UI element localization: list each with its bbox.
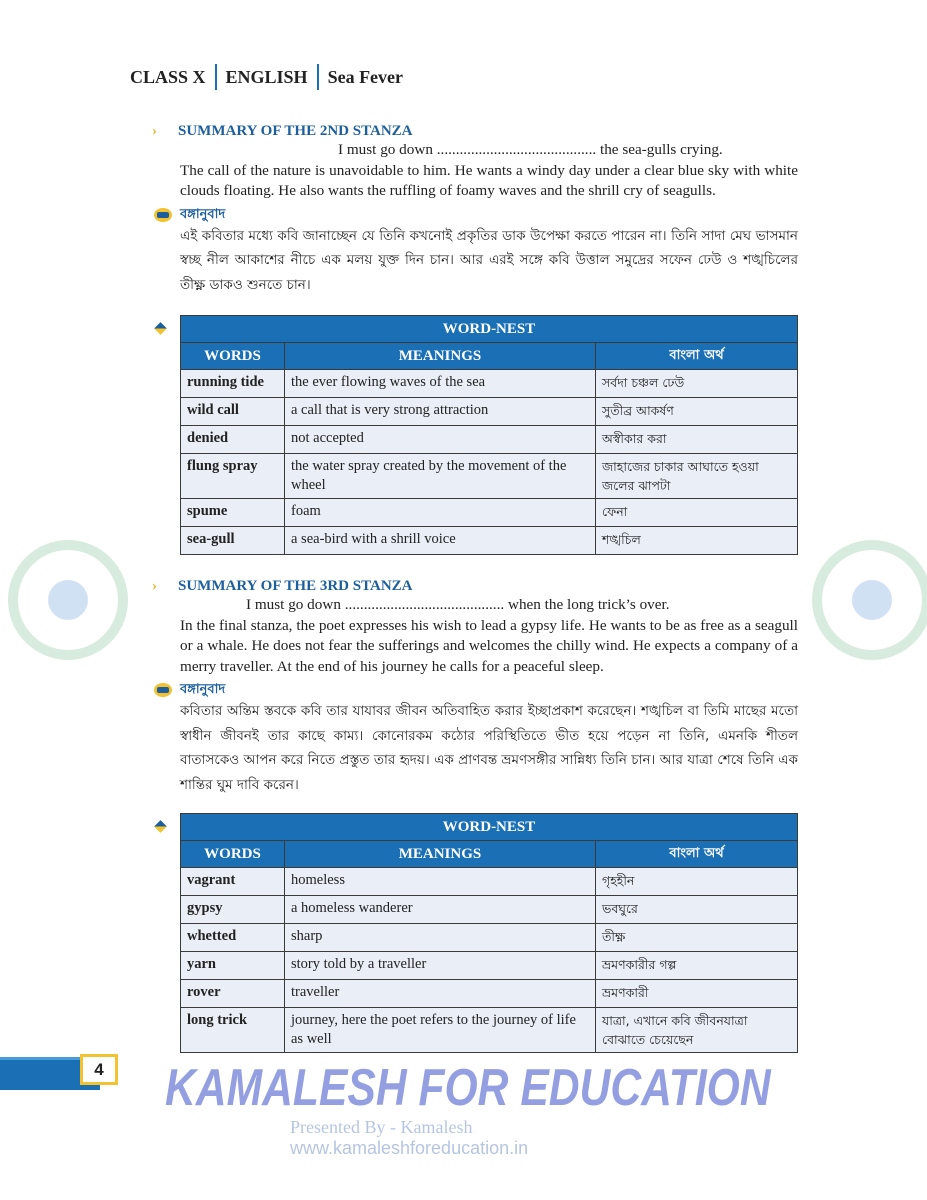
section-title-stanza-3: [152, 577, 798, 595]
word-cell: denied: [181, 426, 285, 454]
stanza-3-quote: I must go down .......................................... when the long trick’s over.: [246, 596, 670, 613]
bengali-meaning-cell: ভবঘুরে: [596, 896, 798, 924]
column-header: MEANINGS: [285, 841, 596, 868]
table-row: [181, 980, 798, 1008]
meaning-cell: the water spray created by the movement of the wheel: [285, 454, 596, 499]
table-row: [181, 426, 798, 454]
graduation-cap-icon: [48, 580, 88, 620]
table-row: [181, 952, 798, 980]
meaning-cell: the ever flowing waves of the sea: [285, 370, 596, 398]
word-cell: wild call: [181, 398, 285, 426]
running-header: [130, 64, 403, 90]
header-divider: [215, 64, 217, 90]
watermark: [165, 1059, 798, 1159]
word-nest-2: [180, 813, 798, 1053]
word-nest-table-1: [180, 315, 798, 555]
header-class: CLASS X: [130, 66, 206, 87]
bengali-meaning-cell: সর্বদা চঞ্চল ঢেউ: [596, 370, 798, 398]
stanza-2-summary: The call of the nature is unavoidable to him. He wants a windy day under a clear blue sky with white clouds floating. He also wants the ruffling of foamy waves and the shrill cry of seagulls.: [180, 161, 798, 199]
stanza-3-bengali-text: কবিতার অন্তিম স্তবকে কবি তার যাযাবর জীবন অতিবাহিত করার ইচ্ছাপ্রকাশ করেছেন। শঙ্খচিল বা তিমি মাছের মতো স্বাধীন জীবনই তার কাছে কাম্য। কোনোরকম কঠোর পরিস্থিতিতে ভীত হয়ে পড়েন না তিনি, এমনকি শীতল বাতাসকেও আপন করে নিতে প্রস্তুত তার হৃদয়। এক প্রাণবন্ত ভ্রমণসঙ্গীর সান্নিধ্য তিনি চান। আর যাত্রা শেষে তিনি এক শান্তির ঘুম দাবি করেন।: [180, 703, 798, 793]
chevron-right-icon: ›: [152, 578, 157, 594]
word-cell: long trick: [181, 1008, 285, 1053]
bengali-meaning-cell: যাত্রা, এখানে কবি জীবনযাত্রা বোঝাতে চেয়েছেন: [596, 1008, 798, 1053]
word-cell: flung spray: [181, 454, 285, 499]
table-row: [181, 370, 798, 398]
bengali-meaning-cell: সুতীব্র আকর্ষণ: [596, 398, 798, 426]
bengali-meaning-cell: ভ্রমণকারীর গল্প: [596, 952, 798, 980]
table-row: [181, 924, 798, 952]
meaning-cell: foam: [285, 499, 596, 527]
meaning-cell: journey, here the poet refers to the journey of life as well: [285, 1008, 596, 1053]
table-row: [181, 896, 798, 924]
table-title: WORD-NEST: [181, 814, 798, 841]
stanza-2-quote: I must go down .......................................... the sea-gulls crying.: [338, 141, 723, 158]
stanza-3-summary: In the final stanza, the poet expresses his wish to lead a gypsy life. He wants to be as free as a seagull or a whale. He does not fear the sufferings and welcomes the chilly wind. He expects a company of a merry traveller. At the end of his journey he calls for a peaceful sleep.: [180, 616, 798, 675]
table-title: WORD-NEST: [181, 316, 798, 343]
column-header: বাংলা অর্থ: [596, 841, 798, 868]
chevron-right-icon: ›: [152, 123, 157, 139]
table-row: [181, 398, 798, 426]
word-cell: yarn: [181, 952, 285, 980]
bengali-translation-title-2: [180, 206, 798, 224]
header-divider: [317, 64, 319, 90]
word-cell: spume: [181, 499, 285, 527]
section-title-text: SUMMARY OF THE 3RD STANZA: [178, 578, 413, 594]
bengali-meaning-cell: ভ্রমণকারী: [596, 980, 798, 1008]
page-number: 4: [80, 1054, 118, 1085]
bn-title-text: বঙ্গানুবাদ: [180, 206, 226, 222]
stanza-2-bengali-text: এই কবিতার মধ্যে কবি জানাচ্ছেন যে তিনি কখনোই প্রকৃতির ডাক উপেক্ষা করতে পারেন না। তিনি সাদা মেঘ ভাসমান স্বচ্ছ নীল আকাশের নীচে এক মলয় যুক্ত দিন চান। আর এরই সঙ্গে কবি উত্তাল সমুদ্রের সফেন ঢেউ ও শঙ্খচিলের তীক্ষ্ণ ডাকও শুনতে চান।: [180, 227, 798, 293]
word-cell: whetted: [181, 924, 285, 952]
table-title-row: [181, 814, 798, 841]
word-cell: rover: [181, 980, 285, 1008]
page-content: [152, 122, 798, 1159]
bengali-meaning-cell: অস্বীকার করা: [596, 426, 798, 454]
book-icon: [154, 208, 172, 222]
bengali-meaning-cell: শঙ্খচিল: [596, 527, 798, 555]
column-header: বাংলা অর্থ: [596, 343, 798, 370]
meaning-cell: sharp: [285, 924, 596, 952]
meaning-cell: a sea-bird with a shrill voice: [285, 527, 596, 555]
bengali-meaning-cell: গৃহহীন: [596, 868, 798, 896]
watermark-site: www.kamaleshforeducation.in: [290, 1138, 529, 1158]
word-cell: running tide: [181, 370, 285, 398]
table-header-row: [181, 841, 798, 868]
watermark-logo-right: [812, 540, 927, 660]
table-row: [181, 454, 798, 499]
meaning-cell: homeless: [285, 868, 596, 896]
table-header-row: [181, 343, 798, 370]
meaning-cell: story told by a traveller: [285, 952, 596, 980]
bn-title-text: বঙ্গানুবাদ: [180, 682, 226, 697]
bengali-meaning-cell: জাহাজের চাকার আঘাতে হওয়া জলের ঝাপটা: [596, 454, 798, 499]
word-cell: gypsy: [181, 896, 285, 924]
header-subject: ENGLISH: [225, 66, 308, 87]
book-icon: [154, 683, 172, 697]
column-header: WORDS: [181, 841, 285, 868]
bengali-meaning-cell: তীক্ষ্ণ: [596, 924, 798, 952]
column-header: MEANINGS: [285, 343, 596, 370]
section-title-stanza-2: [152, 122, 798, 140]
table-row: [181, 868, 798, 896]
column-header: WORDS: [181, 343, 285, 370]
bengali-meaning-cell: ফেনা: [596, 499, 798, 527]
table-row: [181, 527, 798, 555]
meaning-cell: not accepted: [285, 426, 596, 454]
watermark-text: KAMALESH FOR EDUCATION: [165, 1059, 771, 1117]
diamond-bullet-icon: [154, 820, 167, 833]
section-title-text: SUMMARY OF THE 2ND STANZA: [178, 123, 413, 139]
graduation-cap-icon: [852, 580, 892, 620]
meaning-cell: traveller: [285, 980, 596, 1008]
header-chapter: Sea Fever: [327, 66, 404, 87]
table-row: [181, 1008, 798, 1053]
watermark-presented: Presented By - Kamalesh: [290, 1117, 473, 1137]
table-row: [181, 499, 798, 527]
word-cell: sea-gull: [181, 527, 285, 555]
meaning-cell: a call that is very strong attraction: [285, 398, 596, 426]
table-title-row: [181, 316, 798, 343]
word-nest-table-2: [180, 813, 798, 1053]
watermark-logo-left: [8, 540, 128, 660]
meaning-cell: a homeless wanderer: [285, 896, 596, 924]
bengali-translation-title-3: [180, 681, 798, 699]
diamond-bullet-icon: [154, 322, 167, 335]
word-nest-1: [180, 315, 798, 555]
word-cell: vagrant: [181, 868, 285, 896]
